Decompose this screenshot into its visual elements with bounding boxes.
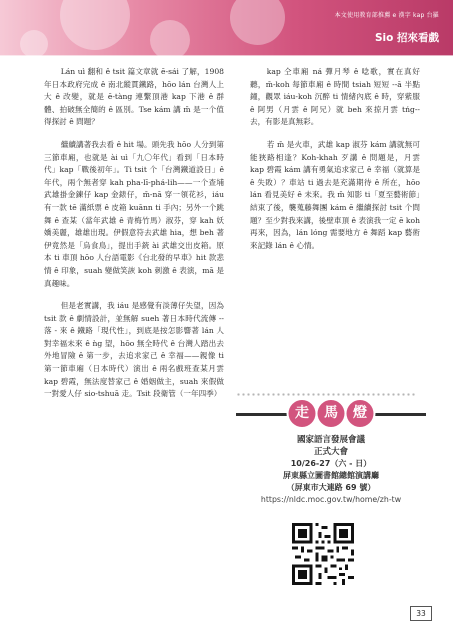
event-announcement <box>236 400 426 506</box>
event-badge: 馬 <box>318 400 345 427</box>
event-url-link[interactable]: https://nldc.moc.gov.tw/home/zh-tw <box>260 495 402 504</box>
header-decoration-circle <box>230 0 285 45</box>
page-header <box>0 0 453 56</box>
article-paragraph: 但是老實講，我 iáu 是感覺有淡薄仔失望，因為 tsit 款 ê 劇情設計，並無解 sueh 著日本時代流傳 -- 落 - 來 ê 鐵路「現代性」，到底是按怎影響著 lán 人對幸福未來 ê ǹg 望，hōo 無全時代 ê 台灣人踏出去外地冒險 ê 第一步，去追求家己 ê 幸福——親像 ti 第一節車廂（日本時代）演出 ê 兩名戲班查某月雲 kap 碧霞，無法度替家己 ê 婚姻做主，suah 來假做一對愛人仔 sio-tshuā 走。Tsit 段衛管（一年四季） <box>44 301 224 399</box>
dotted-separator <box>236 392 416 398</box>
header-decoration-circle <box>20 30 48 56</box>
event-date: 10/26-27（六 - 日） <box>290 459 372 468</box>
event-organizer: 國家語言發展會議 <box>296 435 365 445</box>
event-venue: 屏東縣立圖書館總館演講廳 <box>283 471 379 480</box>
right-text-column <box>250 66 420 262</box>
event-badges <box>289 400 374 427</box>
page-number: 33 <box>410 606 432 621</box>
article-paragraph: 繼續講著我去看 ê hit 場。頭先我 hōo 人分到第三節車廂，也就是 ài uì「九〇年代」看到「日本時代」kap「戰後初年」。Ti tsit 个「台灣鐵道設日」ê 年代，兩个無者穿 kah pha-lī-phá-lih——一个查埔武雄掛金鍊仔 kap 金錶仔，m̄-nā 穿一領花衫，iáu 有一款 tē 滿紙票 ê 皮箱 kuānn ti 手內；另外一个跳舞 ê 查某（當年武雄 ê 青梅竹馬）淑芬，穿 kah 妖嬌美麗，雄雄出現。伊假意符去武雄 hia，想 beh 著伊竟然是「烏食鳥」，提出手銃 ài 武雄交出皮箱。原本 ti 車頂 hōo 人台語電影《台北發的早車》hit 款悲情 ê 印象，suah 變做笑詼 koh 刺激 ê 表演，mā 是真趣味。 <box>44 139 224 288</box>
event-address: （屏東市大連路 69 號） <box>286 483 376 492</box>
header-credit: 本文使用教育部推薦 e 漢字 kap 台羅 <box>334 12 439 19</box>
event-badge: 走 <box>289 400 316 427</box>
article-paragraph: Lán uì 翻和 ê tsit 篇文章就 ē-sái 了解，1908 年日本政府完成 ê 南北縱貫鐵路，hōo lán 台灣人上大 ê 改變，就是 ē-tàng 連繫頂港 kap 下港 ê 群體、拍破無全簡的 ê 區別。Tse kám 講 m̄ 是一个值得探討 ê 問題？ <box>44 67 224 127</box>
event-name: 正式大會 <box>313 447 348 457</box>
qr-code-icon[interactable] <box>292 523 354 585</box>
left-text-column <box>44 66 224 411</box>
section-title: Sio 招來看戲 <box>374 32 439 44</box>
header-decoration-circle <box>150 20 190 56</box>
header-decoration-circle <box>60 0 130 50</box>
header-divider <box>0 55 453 56</box>
event-badge: 燈 <box>347 400 374 427</box>
event-header <box>236 400 426 428</box>
article-paragraph: kap 仝車廂 ná 彈月琴 ê 唸歌，實在真好聽，m̄-koh 每節車廂 ê 時間 tsiah 短短 --ā 半點鐘，觀眾 iáu-koh 沉醉 ti 情緒內底 ê 時，穿紫服 ê 阿男（月雲 ê 阿兄）就 beh 來掠月雲 tńg-- 去，有影是真無彩。 <box>250 67 420 127</box>
article-paragraph: 若 m̄ 是火車，武雄 kap 淑芬 kám 講就無可能狹路相逢？Koh-khah 歹講 ê 問題是，月雲 kap 碧霞 kám 講有勇氣追求家己 ê 幸福（就算是 ê 失敗）？車站 ti 過去是充滿期待 ê 所在，hōo lán 看見美好 ê 未來。我 m̄ 知影 ti「夏至藝術節」結束了後，襲蒐藤舞團 kám ē 繼續探討 tsit 个問題？至少對我來講，後壁車頂 ê 表演我一定 ē koh 再來，因為，lán lóng 需要地方 ê 舞蹈 kap 藝術來記錄 lán ê 心情。 <box>250 139 420 250</box>
